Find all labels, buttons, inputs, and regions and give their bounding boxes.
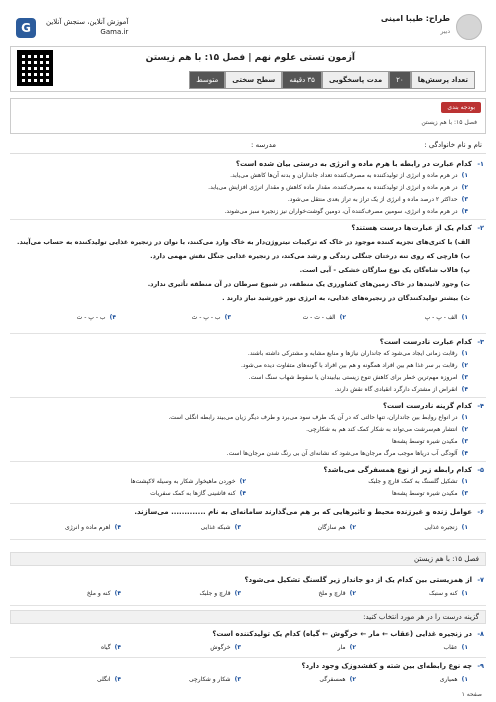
option[interactable]: ۴)در هرم ماده و انرژی، سومین مصرف‌کننده آن، دومین گوشت‌خواران نیز زنجیره سبز می‌شوند. xyxy=(224,208,468,215)
question-text: کدام عبارت در رابطه با هرم ماده و انرژی به درستی بیان شده است؟ xyxy=(235,160,472,168)
question-text: کدام عبارت نادرست است؟ xyxy=(379,338,472,346)
question-number: ۷- xyxy=(477,576,484,584)
author-avatar xyxy=(456,14,482,40)
option-text: امروزه مهم‌ترین خطر برای کاهش تنوع زیستی بیابیندان یا سقوط شهاب سنگ است. xyxy=(248,374,458,381)
option[interactable]: ۱)همیاری xyxy=(439,676,468,683)
option-text: قارچ و جلبک xyxy=(199,590,231,597)
option[interactable]: ۲)هم سازگان xyxy=(317,524,356,531)
option-text: رقابت بر سر غذا هم بین افراد همگونه و هم بین افراد با گونه‌های متفاوت دیده می‌شود. xyxy=(241,362,458,369)
option[interactable]: ۳)شبکه غذایی xyxy=(200,524,241,531)
question xyxy=(10,400,486,462)
page-number: صفحه ۱ xyxy=(461,691,482,698)
option-text: همیاری xyxy=(439,676,458,683)
question-text: در زنجیره غذایی (عقاب ← مار ← خرگوش ← گیاه) کدام یک تولیدکننده است؟ xyxy=(212,630,472,638)
question-number: ۲- xyxy=(477,224,484,232)
option[interactable]: ۳)امروزه مهم‌ترین خطر برای کاهش تنوع زیستی بیابیندان یا سقوط شهاب سنگ است. xyxy=(248,374,468,381)
option-text: کنه فاشینی گازها به کمک سفریات xyxy=(150,490,236,497)
option[interactable]: ۲)رقابت بر سر غذا هم بین افراد همگونه و هم بین افراد با گونه‌های متفاوت دیده می‌شود. xyxy=(241,362,468,369)
gama-logo-icon: G xyxy=(16,18,36,38)
exam-meta xyxy=(189,71,475,89)
question-text: کدام رابطه زیر از نوع همسفرگی می‌باشد؟ xyxy=(323,466,472,474)
budget-text: فصل ۱۵: با هم زیستن xyxy=(421,119,477,126)
option[interactable]: ۱)الف - پ - پ xyxy=(424,314,468,321)
option[interactable]: ۳)ب - پ - ث xyxy=(191,314,231,321)
option-text: هم سازگان xyxy=(317,524,346,531)
option-text: شبکه غذایی xyxy=(200,524,231,531)
option-text: اهرم ماده و انرژی xyxy=(65,524,111,531)
option[interactable]: ۱)کنه و سنبک xyxy=(428,590,468,597)
option-text: در هرم ماده و انرژی، سومین مصرف‌کننده آن، دومین گوشت‌خواران نیز زنجیره سبز می‌شوند. xyxy=(224,208,458,215)
question xyxy=(10,660,486,690)
question-text: از همزیستی بین کدام یک از دو جاندار زیر گلسنگ تشکیل می‌شود؟ xyxy=(244,576,472,584)
name-field-label: نام و نام خانوادگی : xyxy=(424,141,482,149)
page-header xyxy=(10,8,486,48)
question-number: ۶- xyxy=(477,508,484,516)
option[interactable]: ۲)خوردن ماهیخوار شکار به وسیله لاکپشت‌ها xyxy=(130,478,246,485)
option-text: الف - پ - پ xyxy=(424,314,458,321)
q-count-label: تعداد پرسش‌ها xyxy=(411,71,475,89)
question-text: کدام یک از عبارت‌ها درست هستند؟ xyxy=(351,224,472,232)
option-text: خرگوش xyxy=(210,644,231,651)
option[interactable]: ۴)گیاه xyxy=(100,644,121,651)
option[interactable]: ۱)تشکیل گلسنگ به کمک قارچ و جلبک xyxy=(368,478,468,485)
option-text: شکار و شکارچی xyxy=(189,676,231,683)
option-text: خوردن ماهیخوار شکار به وسیله لاکپشت‌ها xyxy=(130,478,236,485)
section-header xyxy=(10,552,486,566)
option-text: کنه و ملخ xyxy=(86,590,111,597)
option-text: همسفرگی xyxy=(319,676,346,683)
question xyxy=(10,506,486,540)
question xyxy=(10,464,486,504)
option[interactable]: ۳)مکیدن شیره توسط پشه‌ها xyxy=(391,438,468,445)
option-text: آلودگی آب دریاها موجب مرگ مرجان‌ها می‌شود که نشانه‌ای آن بی رنگ شدن مرجان‌ها است. xyxy=(226,450,458,457)
question-number: ۱- xyxy=(477,160,484,168)
option-text: مکیدن شیره توسط پشه‌ها xyxy=(391,438,458,445)
exam-title: آزمون تستی علوم نهم | فصل ۱۵: با هم زیستن xyxy=(145,53,355,63)
option[interactable]: ۲)الف - ث - ت xyxy=(302,314,346,321)
statement: پ) فالاب شاه‌گان یک نوع سازگان خشکی - آبی است. xyxy=(299,266,470,274)
option[interactable]: ۳)حداکثر ۲ درصد ماده و انرژی از یک تراز به تراز بعدی منتقل می‌شود. xyxy=(287,196,468,203)
section-title: فصل ۱۵: با هم زیستن xyxy=(414,555,479,563)
option-text: الف - ث - ت xyxy=(302,314,336,321)
option[interactable]: ۱)در انواع روابط بین جانداران، تنها حالتی که در آن یک طرف سود می‌برد و طرف دیگر زیان می‌بیند رابطه انگلی است. xyxy=(168,414,468,421)
option[interactable]: ۴)کنه فاشینی گازها به کمک سفریات xyxy=(150,490,246,497)
option[interactable]: ۲)همسفرگی xyxy=(319,676,356,683)
question-number: ۸- xyxy=(477,630,484,638)
option-text: در هرم ماده و انرژی از تولیدکننده به مصرف‌کننده، مقدار ماده کاهش و مقدار انرژی افزایش می‌یابد. xyxy=(208,184,458,191)
question-number: ۳- xyxy=(477,338,484,346)
option[interactable]: ۱)زنجیره غذایی xyxy=(424,524,468,531)
option[interactable]: ۱)در هرم ماده و انرژی از تولیدکننده به مصرف‌کننده تعداد جانداران و بدنه آن‌ها کاهش می‌یابد. xyxy=(230,172,468,179)
level-value: متوسط xyxy=(189,71,225,89)
option[interactable]: ۴)آلودگی آب دریاها موجب مرگ مرجان‌ها می‌شود که نشانه‌ای آن بی رنگ شدن مرجان‌ها است. xyxy=(226,450,468,457)
option-text: گیاه xyxy=(100,644,111,651)
option[interactable]: ۴)کنه و ملخ xyxy=(86,590,121,597)
option-text: قارچ و ملخ xyxy=(318,590,346,597)
option[interactable]: ۲)مار xyxy=(337,644,356,651)
question xyxy=(10,222,486,334)
brand-text xyxy=(46,17,128,37)
level-label: سطح سختی xyxy=(225,71,282,89)
option[interactable]: ۴)انقراض از مشترک دارگرد انقیادی گاه نقش دارند. xyxy=(334,386,468,393)
option[interactable]: ۴)اهرم ماده و انرژی xyxy=(65,524,121,531)
option-text: در انواع روابط بین جانداران، تنها حالتی که در آن یک طرف سود می‌برد و طرف دیگر زیان می‌بیند رابطه انگلی است. xyxy=(168,414,458,421)
option-text: رقابت زمانی ایجاد می‌شود که جانداران نیازها و منابع مشابه و مشترکی داشته باشند. xyxy=(247,350,458,357)
option[interactable]: ۴)ب - پ - ت xyxy=(76,314,116,321)
question-number: ۴- xyxy=(477,402,484,410)
statement: الف) با کتری‌های تجزیه کننده موجود در خاک که ترکیبات نیتروژن‌دار به خاک وارد می‌کنند، با نوان در زنجیره غذایی تولیدکننده به حساب می‌آیند. xyxy=(17,238,470,246)
question xyxy=(10,336,486,398)
brand-site: Gama.ir xyxy=(100,28,129,36)
option-text: زنجیره غذایی xyxy=(424,524,458,531)
school-field-label: مدرسه : xyxy=(250,141,276,149)
section-instruction: گزینه درست را در هر مورد انتخاب کنید: xyxy=(363,613,479,621)
option-text: انقراض از مشترک دارگرد انقیادی گاه نقش دارند. xyxy=(334,386,458,393)
duration-value: ۳۵ دقیقه xyxy=(282,71,322,89)
qr-code-icon xyxy=(17,50,53,86)
option[interactable]: ۳)قارچ و جلبک xyxy=(199,590,241,597)
question-number: ۵- xyxy=(477,466,484,474)
option[interactable]: ۲)در هرم ماده و انرژی از تولیدکننده به مصرف‌کننده، مقدار ماده کاهش و مقدار انرژی افزایش می‌یابد. xyxy=(208,184,468,191)
duration-label: مدت پاسخگویی xyxy=(322,71,389,89)
author-role: دبیر xyxy=(440,28,450,35)
option-text: حداکثر ۲ درصد ماده و انرژی از یک تراز به تراز بعدی منتقل می‌شود. xyxy=(287,196,458,203)
option-text: مار xyxy=(337,644,346,651)
option[interactable]: ۱)عقاب xyxy=(443,644,468,651)
budget-tag: بودجه بندی xyxy=(441,102,481,113)
q-count-value: ۲۰ xyxy=(389,71,411,89)
question xyxy=(10,628,486,658)
option-text: عقاب xyxy=(443,644,458,651)
section-header xyxy=(10,610,486,624)
question-text: کدام گزینه نادرست است؟ xyxy=(382,402,472,410)
question xyxy=(10,158,486,220)
option-text: انگلی xyxy=(96,676,111,683)
option-text: انتشار هم‌سرشت می‌تواند به شکار کمک کند هم به شکارچی. xyxy=(306,426,458,433)
brand-slogan: آموزش آنلاین، سنجش آنلاین xyxy=(46,18,129,26)
option[interactable]: ۴)انگلی xyxy=(96,676,121,683)
statement: ث) بیشتر تولیدکنندگان در زنجیره‌های غذایی، به انرژی نور خورشید نیاز دارند . xyxy=(222,294,470,302)
question xyxy=(10,572,486,606)
option-text: تشکیل گلسنگ به کمک قارچ و جلبک xyxy=(368,478,458,485)
option[interactable]: ۳)خرگوش xyxy=(210,644,241,651)
option[interactable]: ۲)قارچ و ملخ xyxy=(318,590,356,597)
author-name: طراح: طیبا امینی xyxy=(380,14,450,23)
option-text: کنه و سنبک xyxy=(428,590,458,597)
statement: ت) وجود لاتیندها در خاک زمین‌های کشاورزی یک منطقه، در شیوع سرطان در آن منطقه تأثیری ندارد. xyxy=(147,280,470,288)
option-text: ب - پ - ث xyxy=(191,314,221,321)
question-number: ۹- xyxy=(477,662,484,670)
option[interactable]: ۳)شکار و شکارچی xyxy=(189,676,241,683)
statement: ب) قارچی که روی تنه درختان جنگلی زندگی و رشد می‌کند، در زنجیره غذایی جنگل نقش مهمی دارد. xyxy=(150,252,470,260)
option-text: ب - پ - ت xyxy=(76,314,106,321)
option-text: در هرم ماده و انرژی از تولیدکننده به مصرف‌کننده تعداد جانداران و بدنه آن‌ها کاهش می‌یابد. xyxy=(230,172,458,179)
question-text: چه نوع رابطه‌ای بین شته و کفشدوزک وجود دارد؟ xyxy=(301,662,472,670)
name-row xyxy=(10,138,486,154)
question-text: عوامل زنده و غیرزنده محیط و تاثیرهایی که بر هم می‌گذارند سامانه‌ای به نام ............. می‌سازند. xyxy=(134,508,472,516)
exam-title-box xyxy=(10,46,486,92)
option[interactable]: ۲)انتشار هم‌سرشت می‌تواند به شکار کمک کند هم به شکارچی. xyxy=(306,426,468,433)
option-text: مکیدن شیره توسط پشه‌ها xyxy=(391,490,458,497)
budget-box xyxy=(10,98,486,134)
option[interactable]: ۳)مکیدن شیره توسط پشه‌ها xyxy=(391,490,468,497)
option[interactable]: ۱)رقابت زمانی ایجاد می‌شود که جانداران نیازها و منابع مشابه و مشترکی داشته باشند. xyxy=(247,350,468,357)
